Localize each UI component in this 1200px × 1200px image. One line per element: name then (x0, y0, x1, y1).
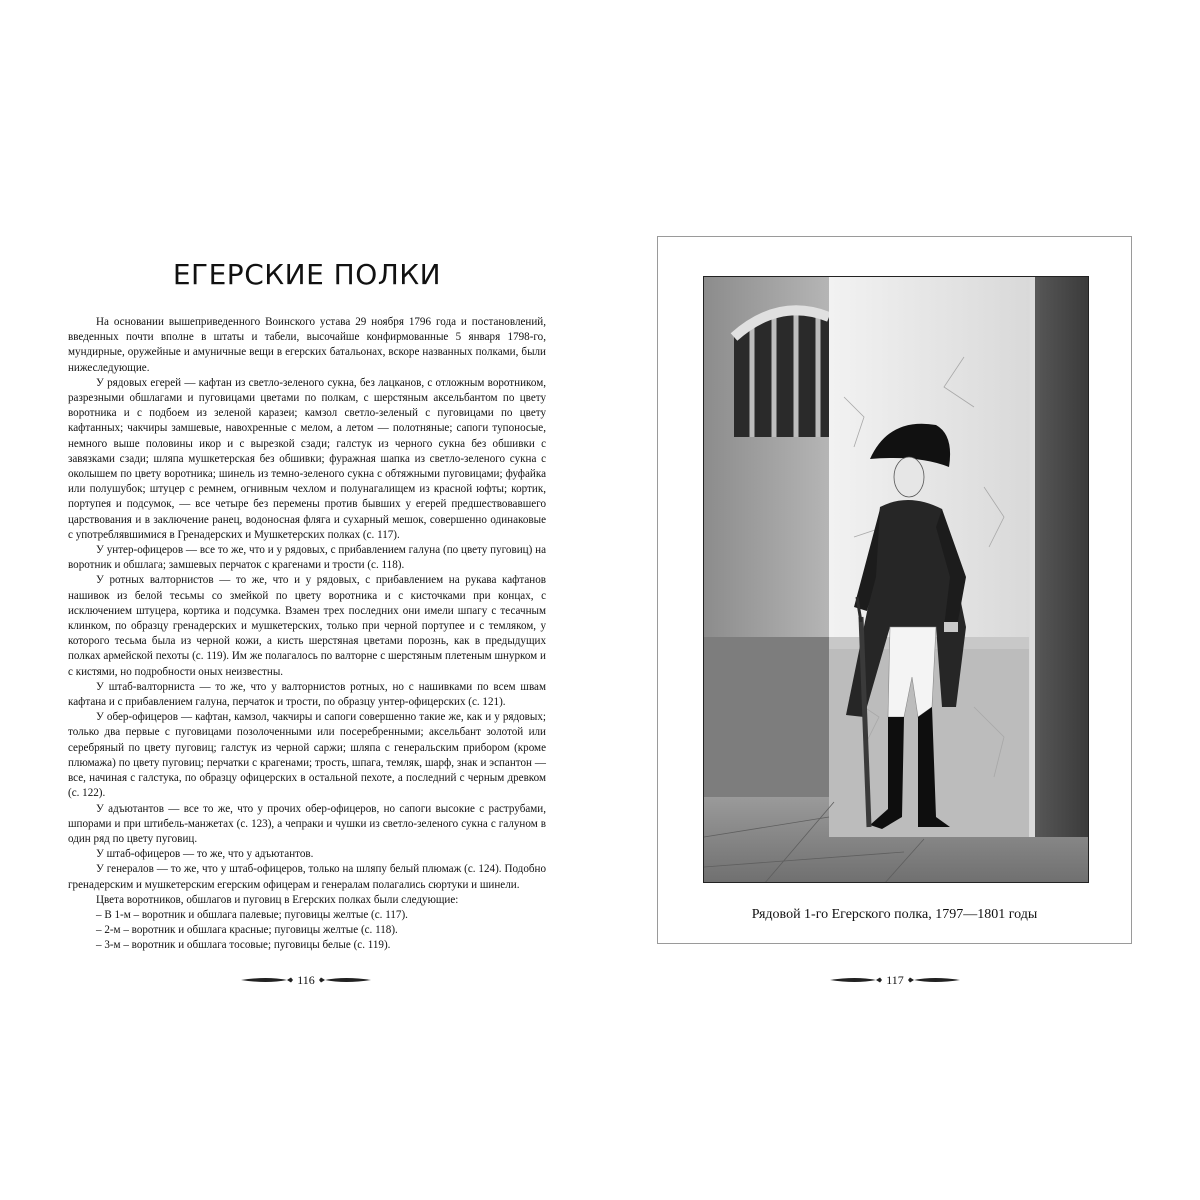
left-page (68, 240, 546, 954)
chapter-title: ЕГЕРСКИЕ ПОЛКИ (172, 258, 442, 291)
ornament-right-icon (908, 976, 960, 984)
ornament-right-icon (319, 976, 371, 984)
illustration-caption: Рядовой 1-го Егерского полка, 1797—1801 годы (751, 907, 1038, 922)
paragraph: У обер-офицеров — кафтан, камзол, чакчиры и сапоги совершенно такие же, как и у рядовых; только два первые с пуговицами позолоченными или посеребренными; аксельбант золотой или серебряный по цвету пуговиц; галстук из черной саржи; шляпа с генеральским прибором (кроме плюмажа) по цвету пуговиц; перчатки с крагенами; трость, шпага, темляк, шарф, знак и эспантон — все, начиная с галстука, по образцу офицерских в остальной пехоте, а последний с черным древком (с. 122). (68, 711, 546, 800)
paragraph: У ротных валторнистов — то же, что и у рядовых, с прибавлением на рукава кафтанов нашивок из белой тесьмы со змейкой по цвету воротника и с кисточками при концах, с исключением штуцера, кортика и подсумка. Взамен трех последних они имели шпагу с тесачным клинком, по образцу гренадерских и мушкетерских, только при черной портупее и с темляком, у которого тесьма была из черной кожи, а кисть шерстяная цветами порознь, как в предыдущих полках армейской пехоты (с. 119). Им же полагалось по валторне с шерстяным плетеным шнурком и с кистями, но подробности оных неизвестны. (68, 574, 546, 678)
paragraph: У штаб-валторниста — то же, что у валторнистов ротных, но с нашивками по всем швам кафтана и с прибавлением галуна, перчаток и трости, по образцу унтер-офицерских (с. 121). (68, 680, 546, 709)
paragraph: У адъютантов — все то же, что у прочих обер-офицеров, но сапоги высокие с раструбами, шпорами и при штибель-манжетах (с. 123), а чепраки и чушки из светло-зеленого сукна с галуном в один ряд по цвету пуговиц. (68, 802, 546, 845)
paragraph: У унтер-офицеров — все то же, что и у рядовых, с прибавлением галуна (по цвету пуговиц) на воротник и обшлага; замшевых перчаток с крагенами и трости (с. 118). (68, 544, 546, 572)
paragraph: У штаб-офицеров — то же, что у адъютантов. (96, 848, 314, 861)
page-number-left (231, 970, 381, 990)
plate-frame (657, 236, 1132, 944)
paragraph: На основании вышеприведенного Воинского устава 29 ноября 1796 года и постановлений, введенных почти вполне в штаты и табели, высочайше конфирмованные 5 января 1798-го, мундирные, оружейные и амуничные вещи в егерских батальонах, вскоре названных полками, были нижеследующие. (68, 316, 546, 374)
list-item: – 3-м – воротник и обшлага тосовые; пуговицы белые (с. 119). (96, 939, 391, 952)
list-item: – В 1-м – воротник и обшлага палевые; пуговицы желтые (с. 117). (96, 908, 408, 921)
ornament-left-icon (241, 976, 293, 984)
page-number-text: 116 (297, 972, 315, 987)
paragraph: У генералов — то же, что у штаб-офицеров, только на шляпу белый плюмаж (с. 124). Подобно гренадерским и мушкетерским егерским офицерам и генералам полагались сюртуки и шинели. (68, 863, 546, 891)
ornament-left-icon (830, 976, 882, 984)
page-number-right (820, 970, 970, 990)
illustration (703, 276, 1089, 883)
paragraph: У рядовых егерей — кафтан из светло-зеленого сукна, без лацканов, с отложным воротником, разрезными обшлагами и пуговицами цветами по полкам, с шерстяным аксельбантом по цвету воротника и с подбоем из зеленой каразеи; камзол светло-зеленый с пуговицами по цвету кафтанных; чакчиры замшевые, навохренные с мелом, а летом — полотняные; сапоги тупоносые, немного выше половины икор и с вырезкой сзади; галстук из черного сукна без обшивки с завязками сзади; шляпа мушкетерская без обшивки; фуражная шапка из светло-зеленого сукна с околышем по цвету воротника; шинель из темно-зеленого сукна с обтяжными пуговицами; фуфайка или полушубок; штуцер с ремнем, огнивным чехлом и полунагалищем из красной юфты; кортик, портупея и подсумок, — все четыре без перемены против бывших у егерей предшествовавшего царствования и в заключение ранец, водоносная фляга и сухарный мешок, совершенно одинаковые с употреблявшимися в Гренадерских и Мушкетерских полках (с. 117). (68, 376, 546, 541)
body-text (68, 315, 546, 954)
paragraph: Цвета воротников, обшлагов и пуговиц в Егерских полках были следующие: (96, 893, 459, 906)
page-number-text: 117 (886, 972, 904, 987)
soldier-lithograph-illustration (704, 277, 1089, 883)
list-item: – 2-м – воротник и обшлага красные; пуговицы желтые (с. 118). (96, 924, 398, 937)
